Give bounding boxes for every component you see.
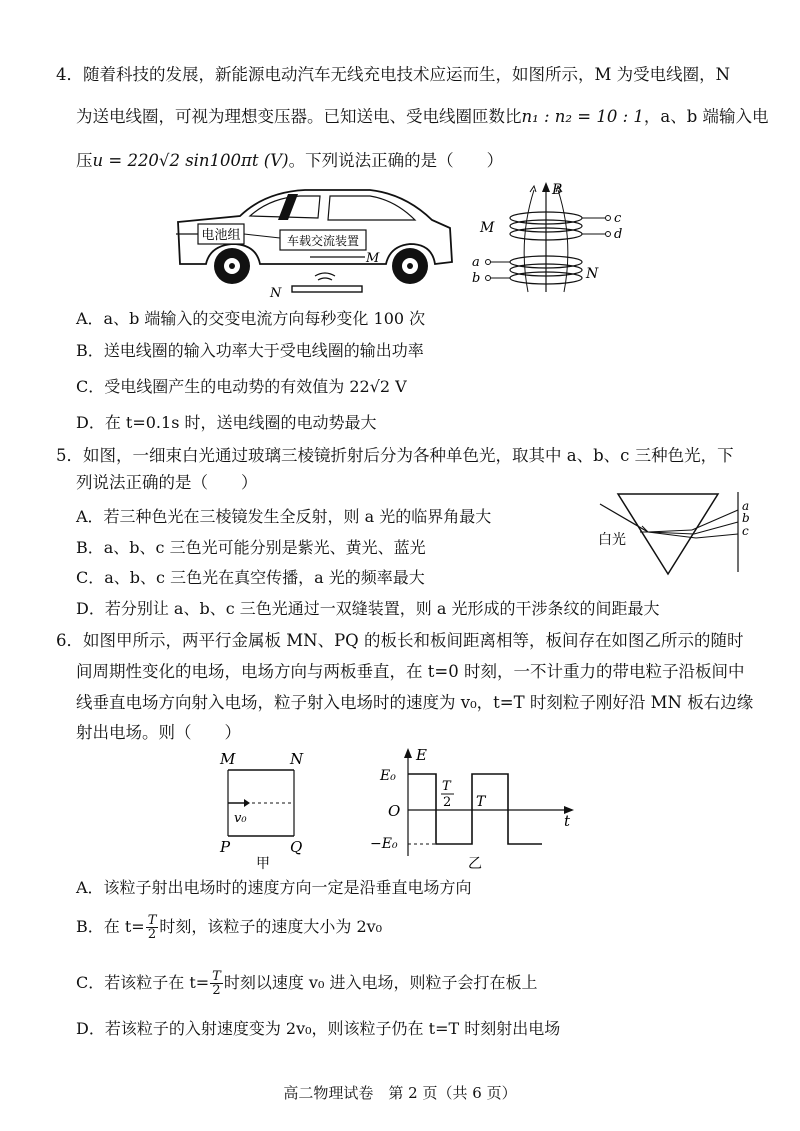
terminal-d-label: d xyxy=(614,227,623,242)
q5-option-d: D．若分别让 a、b、c 三色光通过一双缝装置，则 a 光形成的干涉条纹的间距最大 xyxy=(76,599,660,618)
axis-t-label: t xyxy=(564,812,571,830)
q6-line-4: 射出电场。则（ ） xyxy=(76,723,241,742)
battery-label: 电池组 xyxy=(201,228,241,243)
page-footer: 高二物理试卷 第 2 页（共 6 页） xyxy=(283,1084,517,1102)
q6-option-a: A．该粒子射出电场时的速度方向一定是沿垂直电场方向 xyxy=(76,878,472,897)
q5-option-b: B．a、b、c 三色光可能分别是紫光、黄光、蓝光 xyxy=(76,538,426,557)
q5-line-1: 5．如图，一细束白光通过玻璃三棱镜折射后分为各种单色光，取其中 a、b、c 三种色光，下 xyxy=(56,446,734,465)
q6-option-c: C．若该粒子在 t= $\frac{T}{2}$ 时刻以速度 v₀ 进入电场，则粒子会打在板上 xyxy=(76,969,538,998)
terminal-a-label: a xyxy=(472,255,480,270)
fig-N-label: N xyxy=(270,286,282,301)
ray-c-label: c xyxy=(742,524,749,538)
turns-ratio: n₁ : n₂ = 10 : 1 xyxy=(521,107,644,126)
ray-b-label: b xyxy=(742,511,750,525)
q6-line-3: 线垂直电场方向射入电场，粒子射入电场时的速度为 v₀，t=T 时刻粒子刚好沿 MN 板右边缘 xyxy=(76,693,754,712)
plates-figure-jia xyxy=(212,744,316,872)
coil-figure xyxy=(468,180,628,298)
q4-option-b: B．送电线圈的输入功率大于受电线圈的输出功率 xyxy=(76,341,424,360)
q5-line-2: 列说法正确的是（ ） xyxy=(76,473,258,492)
E0-label: E₀ xyxy=(380,768,396,784)
q4-option-a: A．a、b 端输入的交变电流方向每秒变化 100 次 xyxy=(76,309,426,328)
axis-E-label: E xyxy=(416,746,427,764)
plate-N-label: N xyxy=(290,750,304,768)
tick-T-label: T xyxy=(476,794,486,810)
v0-label: v₀ xyxy=(234,811,247,826)
q4-option-d: D．在 t=0.1s 时，送电线圈的电动势最大 xyxy=(76,413,377,432)
origin-label: O xyxy=(388,802,401,820)
fig-M-label: M xyxy=(366,251,380,266)
ray-a-label: a xyxy=(742,499,750,513)
q4-line-3: 压u = 220√2 sin100πt (V)。下列说法正确的是（ ） xyxy=(76,151,504,170)
q6-line-1: 6．如图甲所示，两平行金属板 MN、PQ 的板长和板间距离相等，板间存在如图乙所示的随时 xyxy=(56,631,744,650)
coil-N-label: N xyxy=(586,266,599,282)
tick-T-over-label: T xyxy=(442,779,451,794)
plate-Q-label: Q xyxy=(290,838,303,856)
coil-M-label: M xyxy=(480,220,495,236)
plate-P-label: P xyxy=(220,838,231,856)
c-fraction: $\frac{T}{2}$ xyxy=(212,969,221,998)
q5-option-c: C．a、b、c 三色光在真空传播，a 光的频率最大 xyxy=(76,568,425,587)
plate-M-label: M xyxy=(220,750,236,768)
B-field-label: B xyxy=(552,182,563,198)
b-fraction: $\frac{T}{2}$ xyxy=(147,913,157,942)
voltage-formula: u = 220√2 sin100πt (V) xyxy=(92,151,289,170)
caption-jia: 甲 xyxy=(256,856,270,872)
q4-option-c: C．受电线圈产生的电动势的有效值为 22√2 V xyxy=(76,377,407,396)
terminal-c-label: c xyxy=(614,211,622,226)
terminal-b-label: b xyxy=(472,271,481,286)
prism-figure xyxy=(592,488,756,580)
car-wireless-charging-figure xyxy=(170,182,460,302)
q4-line-1: 4．随着科技的发展，新能源电动汽车无线充电技术应运而生，如图所示，M 为受电线圈，N xyxy=(56,65,731,84)
caption-yi: 乙 xyxy=(468,856,482,872)
device-label: 车载交流装置 xyxy=(286,234,360,248)
q6-option-d: D．若该粒子的入射速度变为 2v₀，则该粒子仍在 t=T 时刻射出电场 xyxy=(76,1019,561,1038)
q6-option-b: B．在 t= $\frac{T}{2}$ 时刻，该粒子的速度大小为 2v₀ xyxy=(76,913,383,942)
q5-option-a: A．若三种色光在三棱镜发生全反射，则 a 光的临界角最大 xyxy=(76,507,492,526)
field-graph-yi xyxy=(366,744,586,874)
white-light-label: 白光 xyxy=(598,532,626,548)
q4-line-2: 为送电线圈，可视为理想变压器。已知送电、受电线圈匝数比n₁ : n₂ = 10 : 1，a、b 端输入电 xyxy=(76,107,769,126)
tick-two-label: 2 xyxy=(443,795,452,810)
q6-line-2: 间周期性变化的电场，电场方向与两板垂直，在 t=0 时刻，一不计重力的带电粒子沿板间中 xyxy=(76,662,745,681)
negE0-label: −E₀ xyxy=(370,836,398,852)
